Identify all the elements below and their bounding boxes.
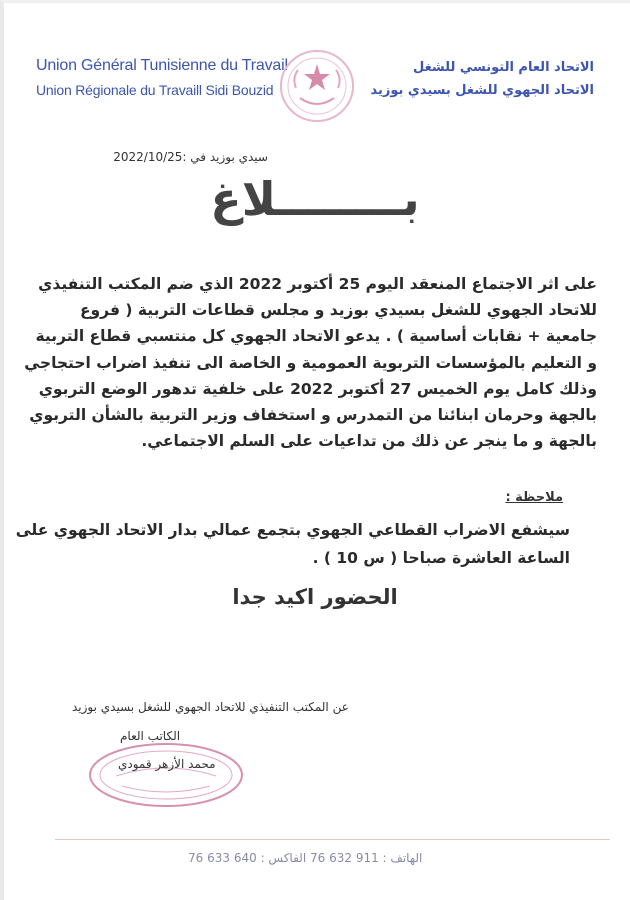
page-title: بــــــــلاغ bbox=[210, 172, 420, 226]
header-ar-line1: الاتحاد العام التونسي للشغل bbox=[412, 60, 594, 75]
footer-divider bbox=[55, 839, 610, 840]
body-line: و التعليم بالمؤسسات التربوية العمومية و الخاصة الى تنفيذ اضراب احتجاجي bbox=[24, 353, 597, 372]
footer-contact: الهاتف : 911 632 76 الفاكس : 640 633 76 bbox=[188, 851, 423, 865]
body-paragraph bbox=[24, 271, 597, 454]
attendance-notice: الحضور اكيد جدا bbox=[232, 585, 398, 609]
note-text bbox=[15, 516, 570, 572]
union-logo bbox=[278, 48, 356, 124]
note-label: ملاحظة : bbox=[505, 490, 563, 505]
document-date: سيدي بوزيد في :2022/10/25 bbox=[113, 150, 268, 164]
signature-name: محمد الأزهر قمودي bbox=[118, 757, 216, 771]
body-line: للاتحاد الجهوي للشغل بسيدي بوزيد و مجلس قطاعات التربية ( فروع bbox=[79, 301, 597, 320]
body-line: وذلك كامل يوم الخميس 27 أكتوبر 2022 على خلفية تدهور الوضع التربوي bbox=[38, 379, 597, 398]
header-fr-line1: Union Général Tunisienne du Travail bbox=[36, 57, 288, 74]
body-line: جامعية + نقابات أساسية ) . يدعو الاتحاد الجهوي كل منتسبي قطاع التربية bbox=[35, 327, 597, 346]
signature-role: الكاتب العام bbox=[120, 729, 181, 743]
official-stamp bbox=[86, 740, 246, 810]
body-line: بالجهة وحرمان ابنائنا من التمدرس و استخفاف وزير التربية بالشأن التربوي bbox=[29, 406, 597, 425]
header-ar-line2: الاتحاد الجهوي للشغل بسيدي بوزيد bbox=[370, 83, 594, 98]
body-line: على اثر الاجتماع المنعقد اليوم 25 أكتوبر 2022 الذي ضم المكتب التنفيذي bbox=[38, 275, 597, 293]
note-line: الساعة العاشرة صباحا ( س 10 ) . bbox=[312, 549, 570, 567]
body-line: بالجهة و ما ينجر عن ذلك من تداعيات على السلم الاجتماعي. bbox=[141, 432, 597, 451]
note-line: سيشفع الاضراب القطاعي الجهوي بتجمع عمالي بدار الاتحاد الجهوي على bbox=[15, 521, 570, 539]
signature-org: عن المكتب التنفيذي للاتحاد الجهوي للشغل بسيدي بوزيد bbox=[72, 700, 349, 714]
header-fr-line2: Union Régionale du Travaill Sidi Bouzid bbox=[36, 82, 274, 98]
